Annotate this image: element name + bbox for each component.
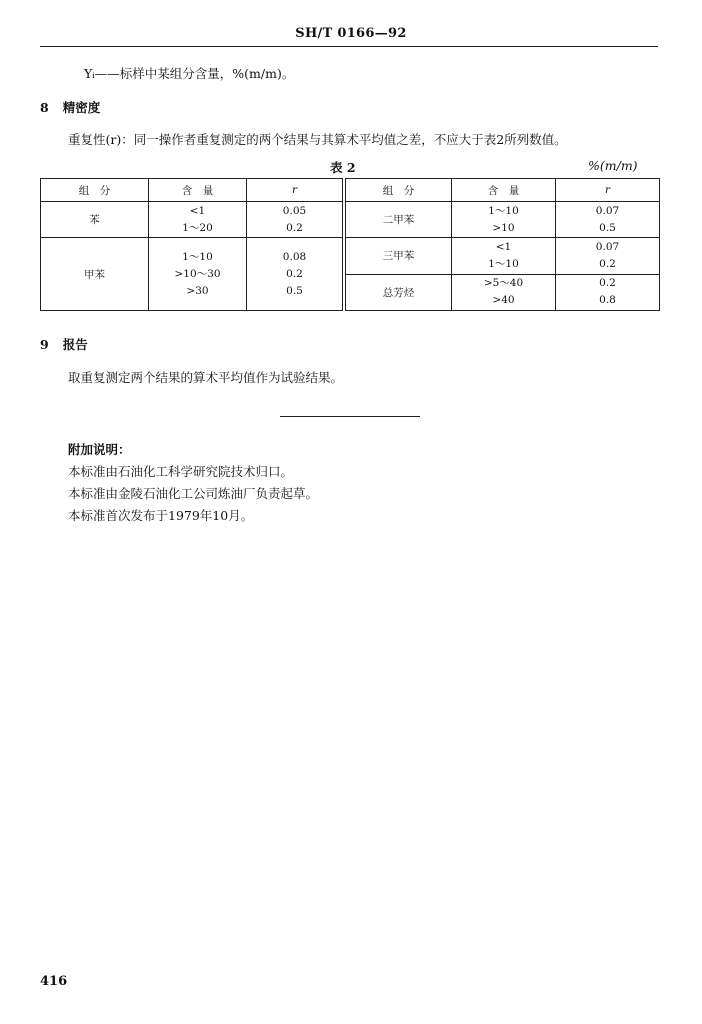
content-value: <1 bbox=[189, 204, 206, 217]
content-cell bbox=[452, 274, 556, 310]
notes-line: 本标准由石油化工科学研究院技术归口。 bbox=[68, 464, 294, 479]
component-trimethylbenzene: 三甲苯 bbox=[346, 238, 452, 274]
header-component-right: 组 分 bbox=[346, 179, 452, 202]
content-value: >40 bbox=[492, 294, 515, 307]
precision-table bbox=[40, 178, 659, 311]
header-r-left: r bbox=[247, 179, 343, 202]
end-separator bbox=[280, 416, 420, 417]
r-value: 0.5 bbox=[599, 221, 616, 234]
header-component-left: 组 分 bbox=[41, 179, 149, 202]
r-value: 0.5 bbox=[286, 284, 303, 297]
r-cell bbox=[556, 202, 660, 238]
content-value: <1 bbox=[495, 240, 512, 253]
content-value: >10～30 bbox=[174, 267, 221, 280]
page-number: 416 bbox=[40, 974, 68, 989]
table-unit: %(m/m) bbox=[588, 158, 638, 173]
section-9-title: 报告 bbox=[62, 337, 88, 352]
content-value: >10 bbox=[492, 221, 515, 234]
content-value: >5～40 bbox=[483, 277, 524, 290]
section-9-paragraph: 取重复测定两个结果的算术平均值作为试验结果。 bbox=[68, 370, 344, 385]
r-value: 0.07 bbox=[595, 204, 620, 217]
header-r-right: r bbox=[556, 179, 660, 202]
r-value: 0.05 bbox=[282, 204, 307, 217]
header-content-left: 含 量 bbox=[149, 179, 247, 202]
r-value: 0.2 bbox=[286, 267, 303, 280]
table-title: 表 2 bbox=[330, 160, 356, 175]
content-cell bbox=[452, 202, 556, 238]
header-rule bbox=[40, 46, 658, 47]
r-cell bbox=[247, 202, 343, 238]
content-cell bbox=[452, 238, 556, 274]
table-row bbox=[41, 238, 660, 274]
r-value: 0.08 bbox=[282, 250, 307, 263]
r-value: 0.2 bbox=[599, 257, 616, 270]
component-benzene: 苯 bbox=[41, 202, 149, 238]
r-cell bbox=[556, 274, 660, 310]
notes-title: 附加说明： bbox=[68, 442, 131, 457]
section-8-title: 精密度 bbox=[62, 100, 101, 115]
r-cell bbox=[556, 238, 660, 274]
section-9-heading bbox=[40, 335, 88, 353]
content-cell bbox=[149, 202, 247, 238]
header-standard-code: SH/T 0166—92 bbox=[295, 26, 407, 41]
variable-definition: Yᵢ——标样中某组分含量，%(m/m)。 bbox=[84, 66, 295, 81]
section-8-heading bbox=[40, 98, 100, 116]
content-value: 1～10 bbox=[488, 257, 519, 270]
content-value: 1～10 bbox=[182, 250, 213, 263]
content-value: >30 bbox=[186, 284, 209, 297]
r-cell bbox=[247, 238, 343, 311]
content-value: 1～20 bbox=[182, 221, 213, 234]
content-value: 1～10 bbox=[488, 204, 519, 217]
r-value: 0.07 bbox=[595, 240, 620, 253]
table-header-row bbox=[41, 179, 660, 202]
component-xylene: 二甲苯 bbox=[346, 202, 452, 238]
content-cell bbox=[149, 238, 247, 311]
component-total-aromatics: 总芳烃 bbox=[346, 274, 452, 310]
r-value: 0.2 bbox=[286, 221, 303, 234]
notes-line: 本标准由金陵石油化工公司炼油厂负责起草。 bbox=[68, 486, 319, 501]
notes-line: 本标准首次发布于1979年10月。 bbox=[68, 508, 254, 523]
component-toluene: 甲苯 bbox=[41, 238, 149, 311]
section-8-paragraph: 重复性(r)：同一操作者重复测定的两个结果与其算术平均值之差，不应大于表2所列数值。 bbox=[68, 132, 567, 147]
section-8-number: 8 bbox=[40, 100, 49, 115]
section-9-number: 9 bbox=[40, 337, 49, 352]
r-value: 0.2 bbox=[599, 277, 616, 290]
r-value: 0.8 bbox=[599, 294, 616, 307]
header-content-right: 含 量 bbox=[452, 179, 556, 202]
